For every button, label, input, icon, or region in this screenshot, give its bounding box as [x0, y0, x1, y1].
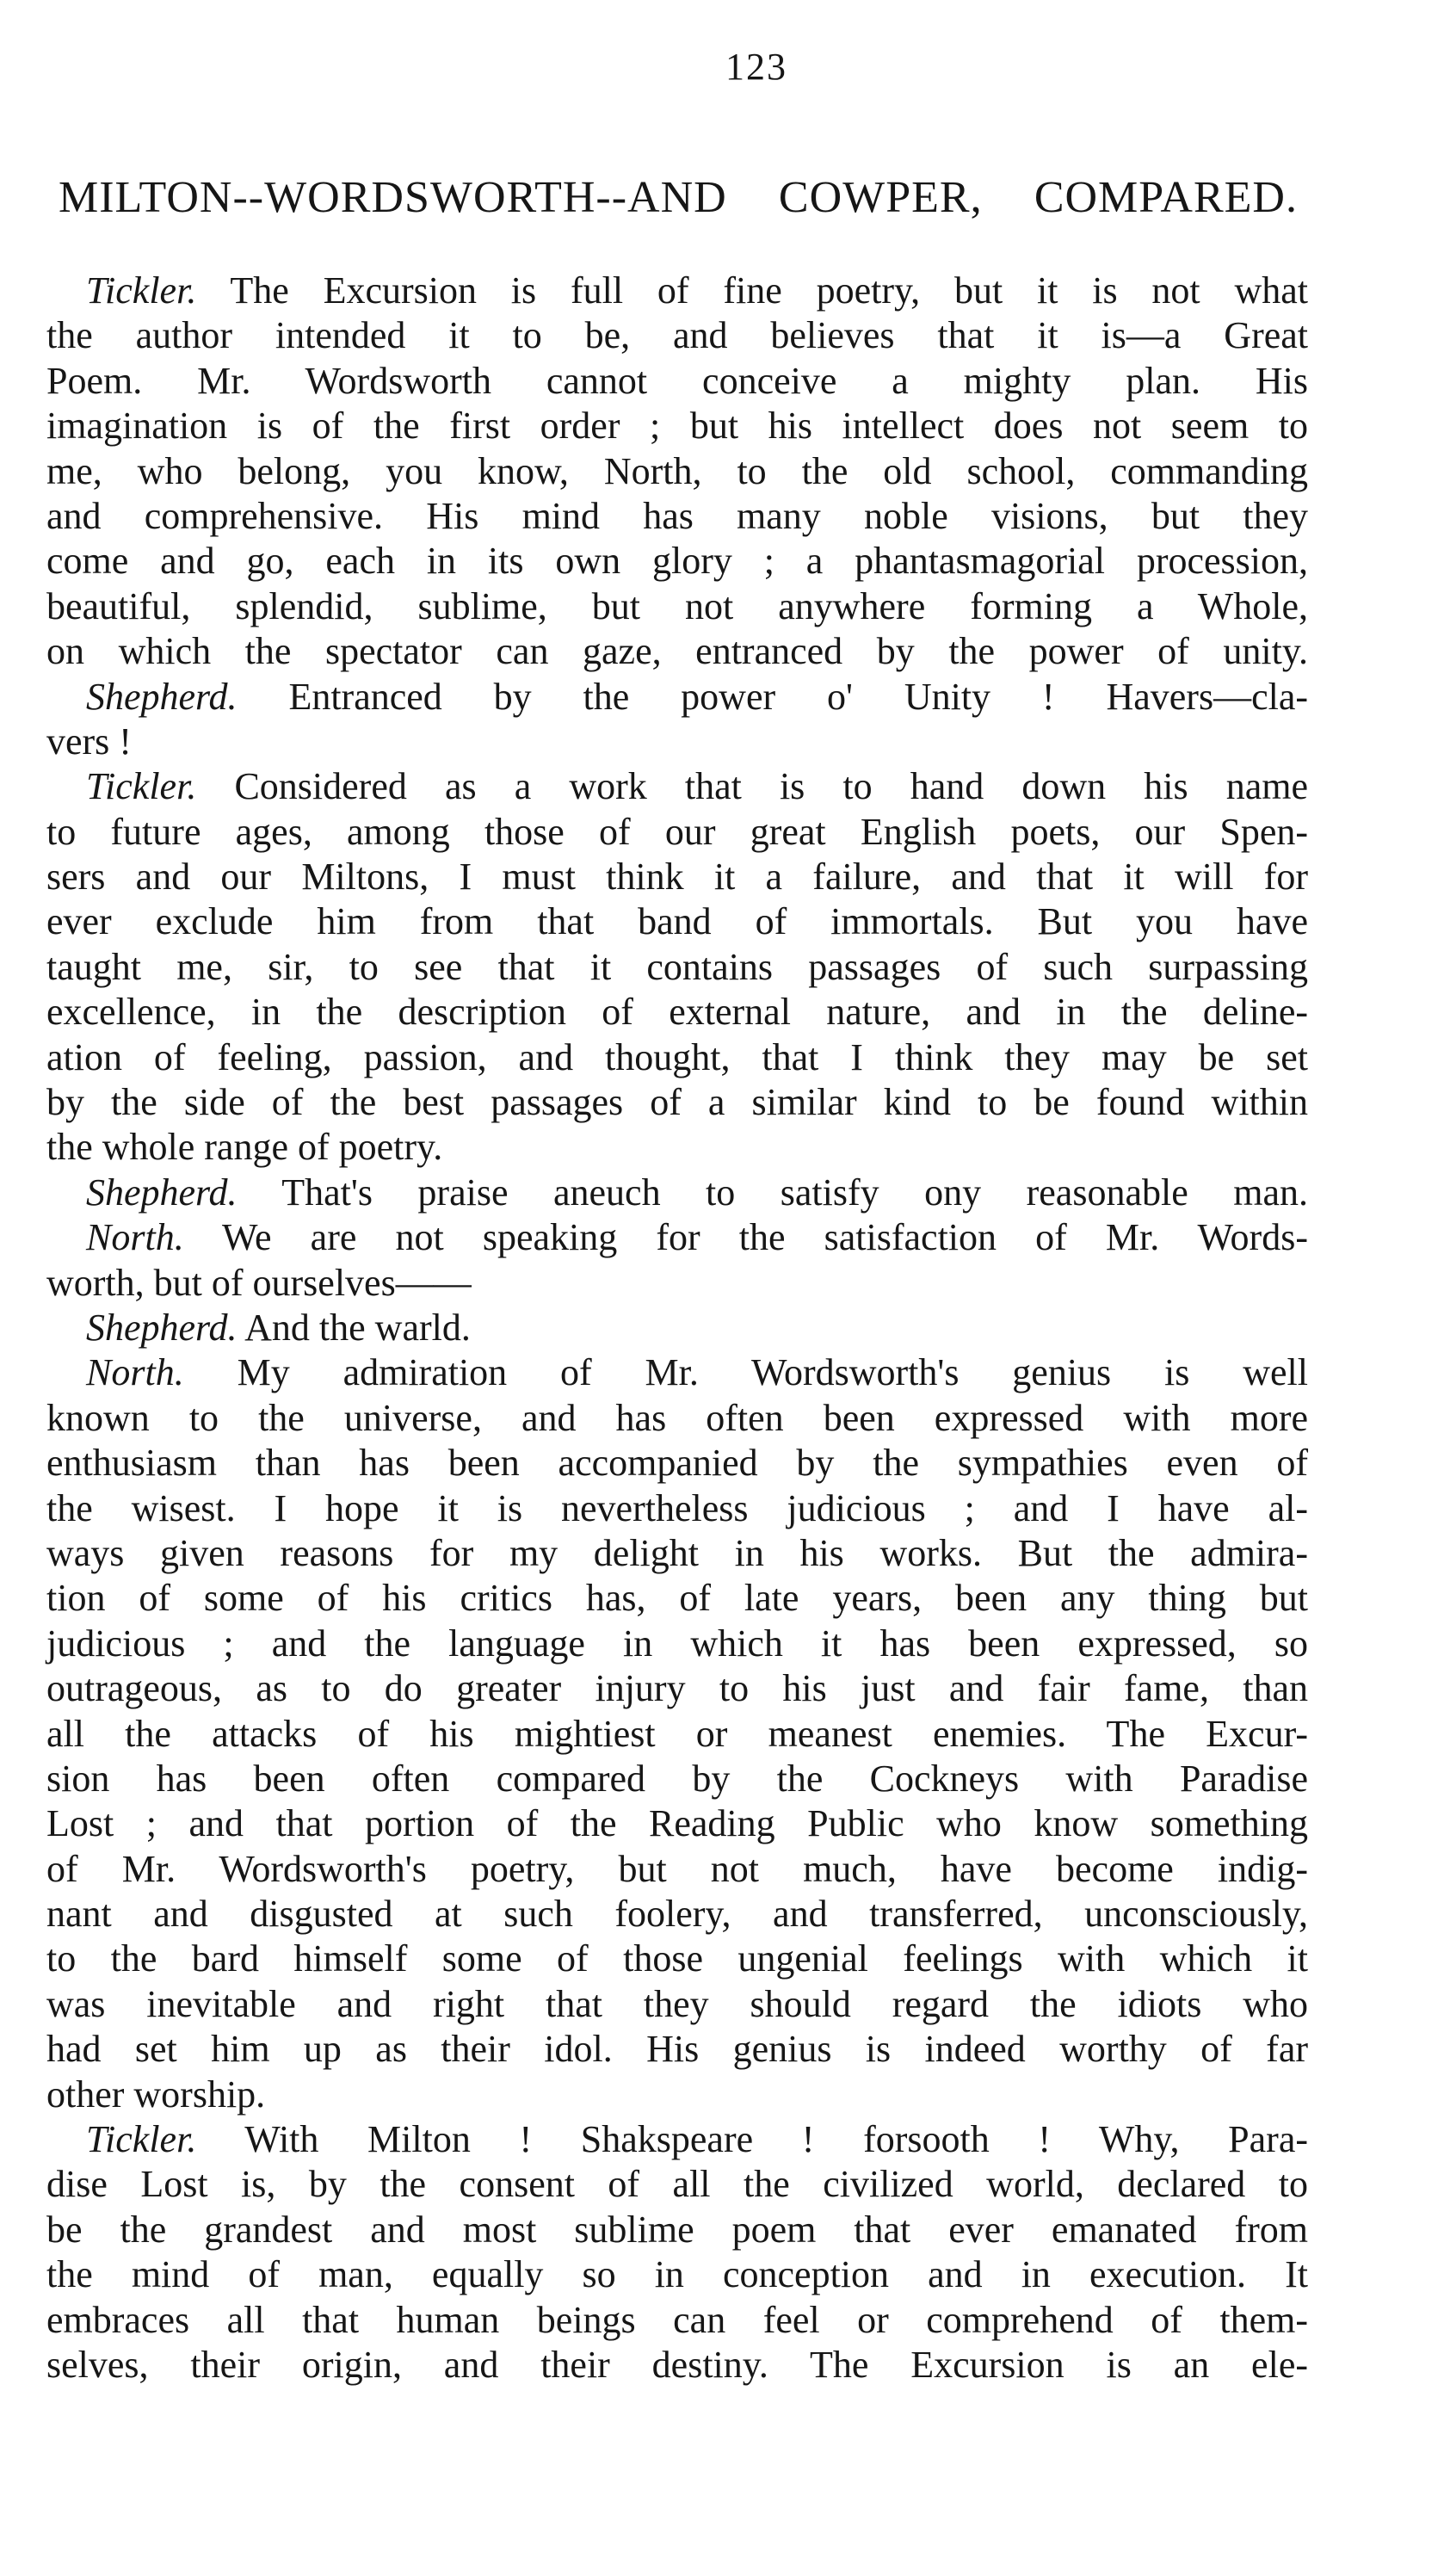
- speaker-name: Tickler.: [86, 269, 197, 312]
- page-number: 123: [725, 46, 787, 88]
- text-line: [46, 1441, 1308, 1486]
- line-text: all the attacks of his mightiest or meanest enemies. The Excur-: [46, 1712, 1308, 1755]
- line-text: the author intended it to be, and believes that it is—a Great: [46, 314, 1308, 357]
- line-text: Considered as a work that is to hand down his name: [234, 765, 1308, 808]
- line-text: dise Lost is, by the consent of all the civilized world, declared to: [46, 2163, 1308, 2206]
- text-line: [46, 1757, 1308, 1801]
- text-line: [46, 764, 1308, 809]
- speaker-name: Shepherd.: [86, 675, 238, 718]
- text-line: [46, 539, 1308, 584]
- line-text: That's praise aneuch to satisfy ony reasonable man.: [281, 1171, 1308, 1214]
- line-text: of Mr. Wordsworth's poetry, but not much, have become indig-: [46, 1847, 1308, 1890]
- text-line: [46, 2117, 1308, 2162]
- text-line: [46, 1396, 1308, 1441]
- line-text: outrageous, as to do greater injury to his just and fair fame, than: [46, 1667, 1308, 1710]
- text-line: [46, 269, 1308, 313]
- line-text: excellence, in the description of external nature, and in the deline-: [46, 991, 1308, 1034]
- text-line: [46, 1937, 1308, 1981]
- text-line: [46, 1982, 1308, 2027]
- line-text: The Excursion is full of fine poetry, but it is not what: [230, 269, 1308, 312]
- line-text: to future ages, among those of our great English poets, our Spen-: [46, 810, 1308, 853]
- text-line: [46, 855, 1308, 899]
- line-text: to the bard himself some of those ungenial feelings with which it: [46, 1937, 1308, 1980]
- line-text: had set him up as their idol. His genius is indeed worthy of far: [46, 2028, 1308, 2071]
- text-line: [46, 810, 1308, 855]
- line-text: nant and disgusted at such foolery, and transferred, unconsciously,: [46, 1893, 1308, 1936]
- text-line: [46, 2298, 1308, 2343]
- speaker-name: Shepherd.: [86, 1306, 238, 1349]
- line-text: judicious ; and the language in which it has been expressed, so: [46, 1622, 1308, 1665]
- text-line: [46, 1171, 1308, 1215]
- line-text: and comprehensive. His mind has many noble visions, but they: [46, 494, 1308, 537]
- line-text: the whole range of poetry.: [46, 1126, 443, 1169]
- text-line: [46, 1576, 1308, 1621]
- text-line: [46, 1531, 1308, 1576]
- line-text: embraces all that human beings can feel or comprehend of them-: [46, 2298, 1308, 2341]
- text-line: [46, 1486, 1308, 1531]
- line-text: enthusiasm than has been accompanied by the sympathies even of: [46, 1442, 1308, 1485]
- text-line: [46, 1847, 1308, 1892]
- text-line: [46, 1261, 1308, 1306]
- line-text: other worship.: [46, 2073, 266, 2116]
- text-line: [46, 449, 1308, 494]
- text-line: [46, 1666, 1308, 1711]
- line-text: the mind of man, equally so in conception and in execution. It: [46, 2253, 1308, 2296]
- line-text: imagination is of the first order ; but his intellect does not seem to: [46, 405, 1308, 448]
- text-line: [46, 945, 1308, 990]
- speaker-name: Tickler.: [86, 2118, 197, 2161]
- text-line: [46, 675, 1308, 720]
- text-line: [46, 1306, 1308, 1350]
- body-text: [46, 269, 1308, 2388]
- line-text: taught me, sir, to see that it contains passages of such surpassing: [46, 945, 1308, 988]
- text-line: [46, 2027, 1308, 2072]
- line-text: We are not speaking for the satisfaction of Mr. Words-: [222, 1216, 1308, 1259]
- text-line: [46, 359, 1308, 404]
- text-line: [46, 584, 1308, 629]
- line-text: And the warld.: [244, 1306, 471, 1349]
- line-text: ation of feeling, passion, and thought, that I think they may be set: [46, 1035, 1308, 1078]
- line-text: be the grandest and most sublime poem that ever emanated from: [46, 2208, 1308, 2251]
- line-text: selves, their origin, and their destiny. The Excursion is an ele-: [46, 2343, 1308, 2386]
- line-text: by the side of the best passages of a similar kind to be found within: [46, 1081, 1308, 1124]
- line-text: vers !: [46, 720, 132, 763]
- text-line: [46, 1080, 1308, 1125]
- text-line: [46, 2343, 1308, 2388]
- text-line: [46, 1622, 1308, 1666]
- text-line: [46, 404, 1308, 448]
- line-text: Entranced by the power o' Unity ! Havers—cla-: [288, 675, 1309, 718]
- text-line: [46, 1125, 1308, 1170]
- text-line: [46, 2073, 1308, 2117]
- text-line: [46, 1801, 1308, 1846]
- text-line: [46, 1215, 1308, 1260]
- line-text: on which the spectator can gaze, entranced by the power of unity.: [46, 630, 1308, 673]
- line-text: was inevitable and right that they should regard the idiots who: [46, 1982, 1308, 2025]
- text-line: [46, 1892, 1308, 1937]
- text-line: [46, 899, 1308, 944]
- line-text: My admiration of Mr. Wordsworth's genius is well: [237, 1351, 1309, 1394]
- text-line: [46, 1035, 1308, 1080]
- chapter-heading: MILTON--WORDSWORTH--AND COWPER, COMPARED.: [59, 173, 1298, 222]
- line-text: sers and our Miltons, I must think it a failure, and that it will for: [46, 856, 1308, 899]
- text-line: [46, 720, 1308, 764]
- line-text: me, who belong, you know, North, to the old school, commanding: [46, 449, 1308, 492]
- line-text: beautiful, splendid, sublime, but not anywhere forming a Whole,: [46, 584, 1308, 627]
- line-text: With Milton ! Shakspeare ! forsooth ! Why, Para-: [244, 2118, 1308, 2161]
- text-line: [46, 2252, 1308, 2297]
- line-text: Poem. Mr. Wordsworth cannot conceive a mighty plan. His: [46, 359, 1308, 402]
- text-line: [46, 2208, 1308, 2252]
- line-text: Lost ; and that portion of the Reading Public who know something: [46, 1802, 1308, 1845]
- text-line: [46, 629, 1308, 674]
- speaker-name: North.: [86, 1216, 184, 1259]
- speaker-name: North.: [86, 1351, 184, 1394]
- text-line: [46, 1712, 1308, 1757]
- line-text: sion has been often compared by the Cockneys with Paradise: [46, 1757, 1308, 1800]
- line-text: come and go, each in its own glory ; a phantasmagorial procession,: [46, 540, 1308, 583]
- line-text: known to the universe, and has often been expressed with more: [46, 1396, 1308, 1439]
- speaker-name: Shepherd.: [86, 1171, 238, 1214]
- text-line: [46, 990, 1308, 1035]
- text-line: [46, 494, 1308, 539]
- text-line: [46, 313, 1308, 358]
- line-text: the wisest. I hope it is nevertheless judicious ; and I have al-: [46, 1486, 1308, 1529]
- text-line: [46, 2162, 1308, 2207]
- text-line: [46, 1350, 1308, 1395]
- speaker-name: Tickler.: [86, 765, 197, 808]
- line-text: ever exclude him from that band of immortals. But you have: [46, 900, 1308, 943]
- line-text: tion of some of his critics has, of late years, been any thing but: [46, 1577, 1308, 1620]
- line-text: ways given reasons for my delight in his works. But the admira-: [46, 1531, 1308, 1574]
- line-text: worth, but of ourselves——: [46, 1261, 472, 1304]
